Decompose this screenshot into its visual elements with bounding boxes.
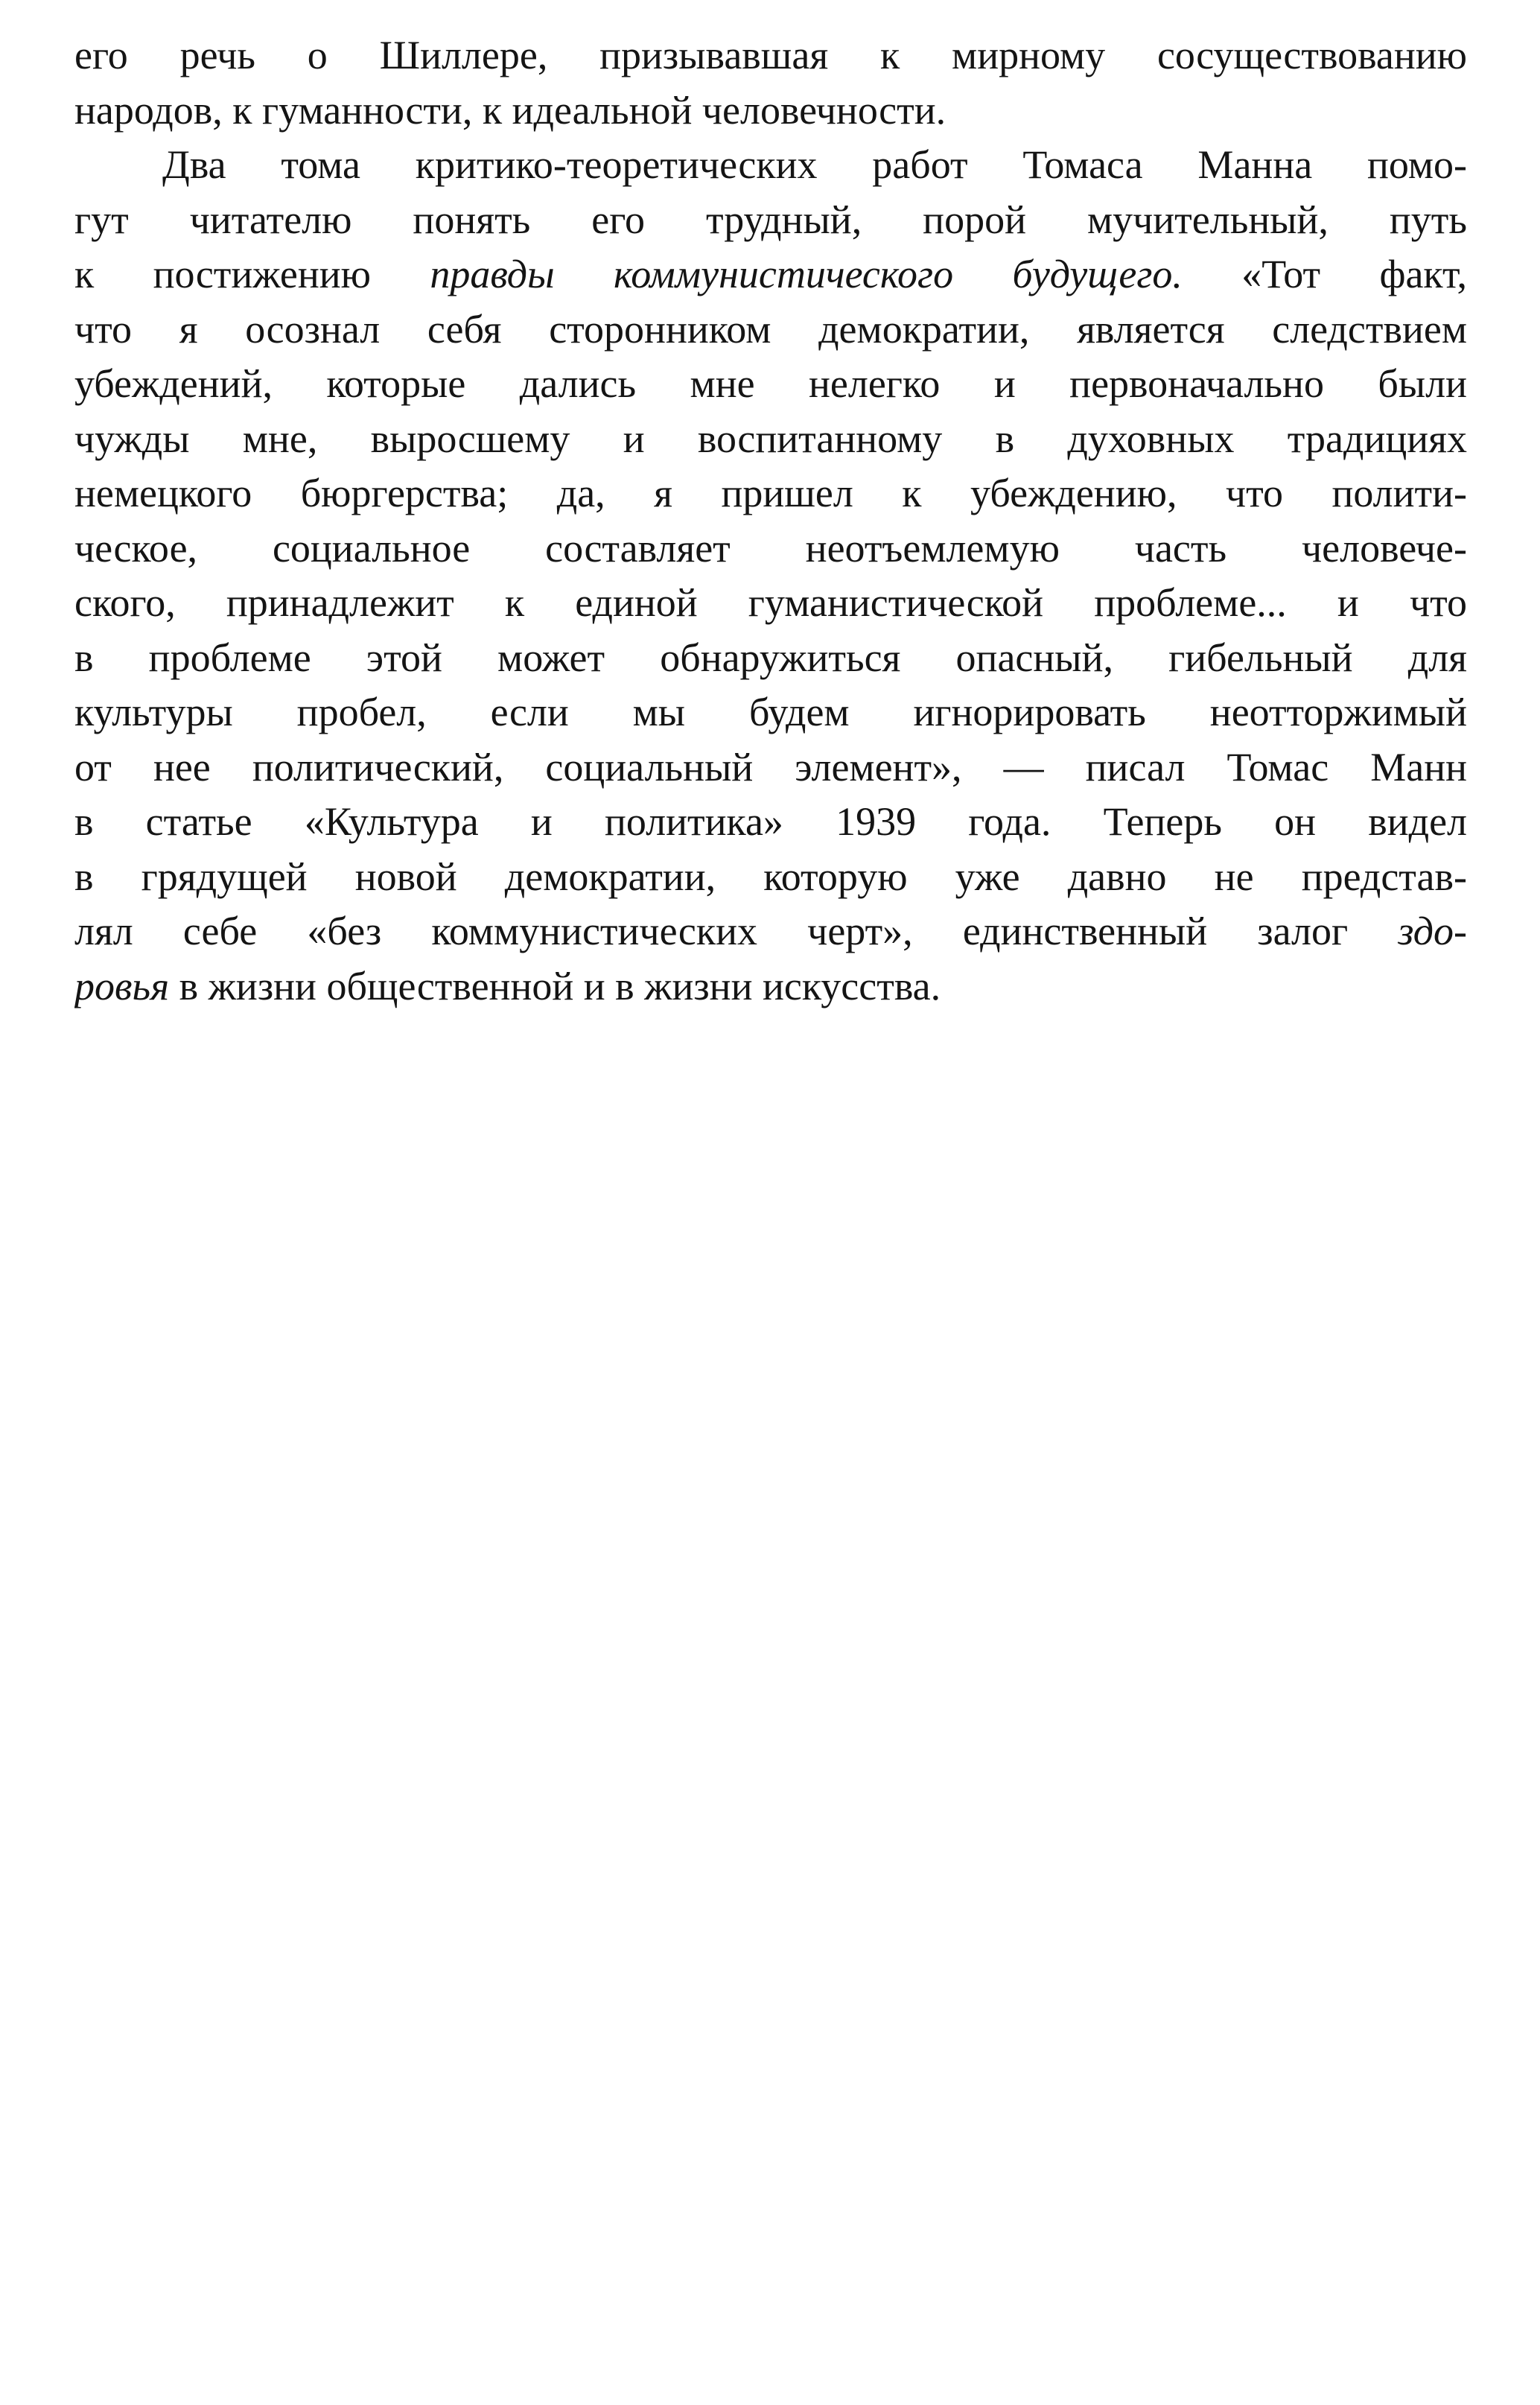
text-line: в статье «Культура и политика» 1939 года. Теперь он видел xyxy=(74,799,1467,844)
italic-phrase: ровья xyxy=(74,963,170,1008)
text-line: гут читателю понять его трудный, порой мучительный, путь xyxy=(74,197,1467,242)
italic-phrase: правды коммунистического будущего. xyxy=(430,252,1183,296)
text-line: в грядущей новой демократии, которую уже давно не представ- xyxy=(74,854,1467,899)
text-line: немецкого бюргерства; да, я пришел к убеждению, что полити- xyxy=(74,471,1467,515)
italic-phrase: здо- xyxy=(1398,909,1467,953)
text-line: ческое, социальное составляет неотъемлемую часть человече- xyxy=(74,525,1467,571)
text-line xyxy=(74,247,1467,302)
text-line: ского, принадлежит к единой гуманистической проблеме... и что xyxy=(74,580,1467,625)
paragraph-1 xyxy=(74,28,1467,138)
text-line: от нее политический, социальный элемент», — писал Томас Манн xyxy=(74,744,1467,790)
text-segment: к постижению xyxy=(74,252,430,296)
text-line: что я осознал себя сторонником демократии, является следствием xyxy=(74,306,1467,352)
text-segment: лял себе «без коммунистических черт», единственный залог xyxy=(74,909,1399,953)
text-line xyxy=(74,904,1467,959)
text-segment: в жизни общественной и в жизни искусства. xyxy=(169,963,941,1008)
text-segment: «Тот факт, xyxy=(1182,252,1467,296)
text-line xyxy=(74,959,1467,1014)
text-line: убеждений, которые дались мне нелегко и первоначально были xyxy=(74,361,1467,406)
text-line: культуры пробел, если мы будем игнорировать неотторжимый xyxy=(74,690,1467,734)
text-line: Два тома критико-теоретических работ Томаса Манна помо- xyxy=(162,142,1467,187)
text-line: его речь о Шиллере, призывавшая к мирному сосуществованию xyxy=(74,33,1467,77)
text-line: в проблеме этой может обнаружиться опасный, гибельный для xyxy=(74,635,1467,680)
paragraph-2 xyxy=(74,138,1467,1014)
text-line: народов, к гуманности, к идеальной человечности. xyxy=(74,87,946,133)
text-line: чужды мне, выросшему и воспитанному в духовных традициях xyxy=(74,416,1467,461)
document-page xyxy=(74,28,1467,1014)
